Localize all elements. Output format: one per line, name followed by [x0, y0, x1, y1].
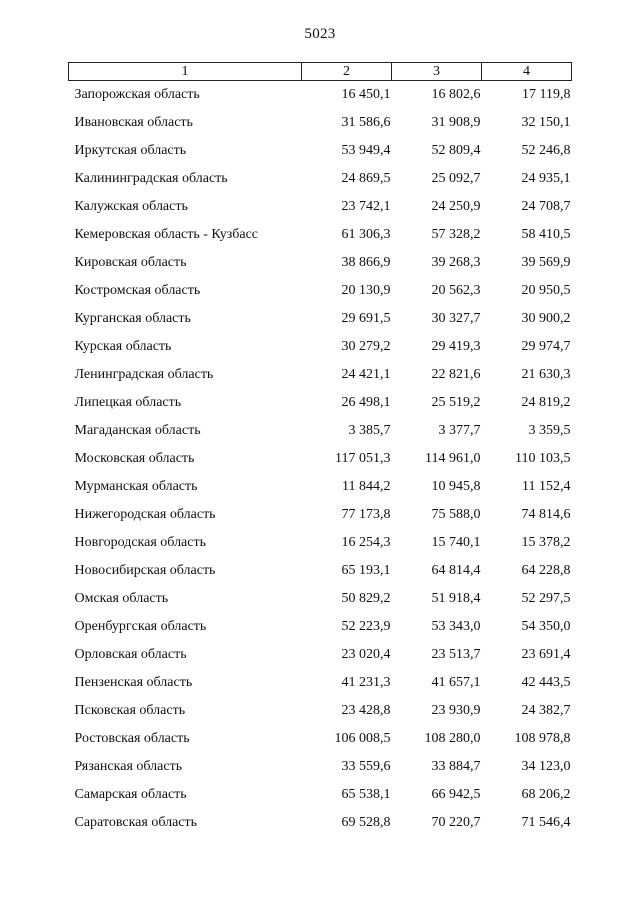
region-name-cell: Орловская область — [74, 647, 187, 662]
value-cell-col3: 15 740,1 — [431, 535, 481, 550]
table-row — [69, 697, 572, 725]
region-name-cell: Запорожская область — [74, 87, 200, 102]
region-name-cell: Омская область — [74, 591, 169, 606]
value-cell-col2: 29 691,5 — [341, 311, 391, 326]
table-row — [69, 221, 572, 249]
value-cell-col4: 24 382,7 — [521, 703, 571, 718]
value-cell-col3: 52 809,4 — [431, 143, 481, 158]
value-cell-col2: 77 173,8 — [341, 507, 391, 522]
value-cell-col4: 30 900,2 — [521, 311, 571, 326]
column-header-4: 4 — [482, 63, 572, 81]
value-cell-col3: 23 930,9 — [431, 703, 481, 718]
value-cell-col4: 17 119,8 — [522, 87, 571, 102]
value-cell-col4: 21 630,3 — [521, 367, 571, 382]
value-cell-col4: 68 206,2 — [521, 787, 571, 802]
region-name-cell: Иркутская область — [74, 143, 187, 158]
table-row — [69, 165, 572, 193]
value-cell-col2: 26 498,1 — [341, 395, 391, 410]
value-cell-col2: 16 450,1 — [341, 87, 391, 102]
value-cell-col2: 30 279,2 — [341, 339, 391, 354]
value-cell-col4: 32 150,1 — [521, 115, 571, 130]
value-cell-col2: 16 254,3 — [341, 535, 391, 550]
value-cell-col2: 69 528,8 — [341, 815, 391, 830]
value-cell-col4: 34 123,0 — [521, 759, 571, 774]
value-cell-col4: 24 819,2 — [521, 395, 571, 410]
value-cell-col3: 108 280,0 — [424, 731, 481, 746]
value-cell-col2: 33 559,6 — [341, 759, 391, 774]
value-cell-col2: 106 008,5 — [334, 731, 391, 746]
region-name-cell: Московская область — [74, 451, 195, 466]
table-row — [69, 137, 572, 165]
value-cell-col2: 23 742,1 — [341, 199, 391, 214]
value-cell-col4: 52 246,8 — [521, 143, 571, 158]
value-cell-col3: 29 419,3 — [431, 339, 481, 354]
region-name-cell: Кемеровская область - Кузбасс — [74, 227, 259, 242]
value-cell-col3: 10 945,8 — [431, 479, 481, 494]
region-name-cell: Пензенская область — [74, 675, 193, 690]
table-row — [69, 193, 572, 221]
value-cell-col2: 61 306,3 — [341, 227, 391, 242]
value-cell-col3: 33 884,7 — [431, 759, 481, 774]
table-row — [69, 781, 572, 809]
region-name-cell: Псковская область — [74, 703, 186, 718]
table-row — [69, 249, 572, 277]
region-name-cell: Кировская область — [74, 255, 187, 270]
table-header — [69, 63, 572, 81]
value-cell-col4: 24 708,7 — [521, 199, 571, 214]
table-row — [69, 585, 572, 613]
value-cell-col2: 31 586,6 — [341, 115, 391, 130]
value-cell-col2: 11 844,2 — [342, 479, 391, 494]
region-name-cell: Ивановская область — [74, 115, 193, 130]
table-row — [69, 109, 572, 137]
value-cell-col2: 20 130,9 — [341, 283, 391, 298]
value-cell-col4: 108 978,8 — [514, 731, 571, 746]
table-row — [69, 501, 572, 529]
region-name-cell: Курганская область — [74, 311, 191, 326]
value-cell-col3: 3 377,7 — [438, 423, 481, 438]
value-cell-col4: 29 974,7 — [521, 339, 571, 354]
value-cell-col3: 24 250,9 — [431, 199, 481, 214]
value-cell-col3: 25 519,2 — [431, 395, 481, 410]
value-cell-col3: 66 942,5 — [431, 787, 481, 802]
region-name-cell: Саратовская область — [74, 815, 198, 830]
region-name-cell: Оренбургская область — [74, 619, 207, 634]
value-cell-col4: 23 691,4 — [521, 647, 571, 662]
value-cell-col3: 57 328,2 — [431, 227, 481, 242]
table-row — [69, 473, 572, 501]
value-cell-col2: 65 193,1 — [341, 563, 391, 578]
table-row — [69, 445, 572, 473]
region-name-cell: Рязанская область — [74, 759, 183, 774]
value-cell-col3: 114 961,0 — [425, 451, 481, 466]
value-cell-col2: 3 385,7 — [348, 423, 391, 438]
table-body — [69, 81, 572, 838]
value-cell-col2: 53 949,4 — [341, 143, 391, 158]
value-cell-col4: 11 152,4 — [522, 479, 571, 494]
value-cell-col3: 41 657,1 — [431, 675, 481, 690]
value-cell-col4: 71 546,4 — [521, 815, 571, 830]
value-cell-col3: 16 802,6 — [431, 87, 481, 102]
value-cell-col2: 50 829,2 — [341, 591, 391, 606]
region-name-cell: Липецкая область — [74, 395, 182, 410]
header-row — [69, 63, 572, 81]
table-row — [69, 613, 572, 641]
region-name-cell: Нижегородская область — [74, 507, 216, 522]
value-cell-col2: 24 421,1 — [341, 367, 391, 382]
value-cell-col2: 23 428,8 — [341, 703, 391, 718]
value-cell-col4: 24 935,1 — [521, 171, 571, 186]
column-header-2: 2 — [302, 63, 392, 81]
value-cell-col2: 117 051,3 — [335, 451, 391, 466]
region-name-cell: Калужская область — [74, 199, 188, 214]
value-cell-col2: 24 869,5 — [341, 171, 391, 186]
table-row — [69, 557, 572, 585]
value-cell-col3: 39 268,3 — [431, 255, 481, 270]
region-name-cell: Курская область — [74, 339, 172, 354]
table-row — [69, 669, 572, 697]
table-row — [69, 361, 572, 389]
value-cell-col4: 110 103,5 — [515, 451, 571, 466]
value-cell-col2: 23 020,4 — [341, 647, 391, 662]
region-name-cell: Костромская область — [74, 283, 201, 298]
table-row — [69, 529, 572, 557]
table-row — [69, 81, 572, 110]
table-row — [69, 333, 572, 361]
region-name-cell: Калининградская область — [74, 171, 228, 186]
region-name-cell: Самарская область — [74, 787, 187, 802]
value-cell-col3: 22 821,6 — [431, 367, 481, 382]
value-cell-col3: 75 588,0 — [431, 507, 481, 522]
value-cell-col2: 38 866,9 — [341, 255, 391, 270]
value-cell-col3: 31 908,9 — [431, 115, 481, 130]
value-cell-col3: 70 220,7 — [431, 815, 481, 830]
region-name-cell: Магаданская область — [74, 423, 201, 438]
value-cell-col4: 39 569,9 — [521, 255, 571, 270]
value-cell-col4: 58 410,5 — [521, 227, 571, 242]
value-cell-col4: 52 297,5 — [521, 591, 571, 606]
value-cell-col3: 30 327,7 — [431, 311, 481, 326]
region-name-cell: Новгородская область — [74, 535, 206, 550]
column-header-1: 1 — [69, 63, 302, 81]
value-cell-col3: 20 562,3 — [431, 283, 481, 298]
value-cell-col4: 15 378,2 — [521, 535, 571, 550]
value-cell-col3: 23 513,7 — [431, 647, 481, 662]
value-cell-col3: 64 814,4 — [431, 563, 481, 578]
value-cell-col3: 51 918,4 — [431, 591, 481, 606]
value-cell-col4: 42 443,5 — [521, 675, 571, 690]
region-name-cell: Новосибирская область — [74, 563, 216, 578]
region-name-cell: Ростовская область — [74, 731, 190, 746]
value-cell-col4: 3 359,5 — [528, 423, 571, 438]
table-row — [69, 417, 572, 445]
table-row — [69, 753, 572, 781]
page-number: 5023 — [304, 26, 336, 42]
value-cell-col2: 65 538,1 — [341, 787, 391, 802]
value-cell-col4: 20 950,5 — [521, 283, 571, 298]
table-row — [69, 305, 572, 333]
table-row — [69, 277, 572, 305]
value-cell-col3: 53 343,0 — [431, 619, 481, 634]
region-name-cell: Ленинградская область — [74, 367, 214, 382]
table-row — [69, 725, 572, 753]
value-cell-col2: 41 231,3 — [341, 675, 391, 690]
region-name-cell: Мурманская область — [74, 479, 198, 494]
value-cell-col2: 52 223,9 — [341, 619, 391, 634]
column-header-3: 3 — [392, 63, 482, 81]
table-row — [69, 389, 572, 417]
value-cell-col4: 74 814,6 — [521, 507, 571, 522]
value-cell-col3: 25 092,7 — [431, 171, 481, 186]
value-cell-col4: 64 228,8 — [521, 563, 571, 578]
table-row — [69, 641, 572, 669]
data-table — [68, 62, 572, 837]
table-row — [69, 809, 572, 837]
value-cell-col4: 54 350,0 — [521, 619, 571, 634]
